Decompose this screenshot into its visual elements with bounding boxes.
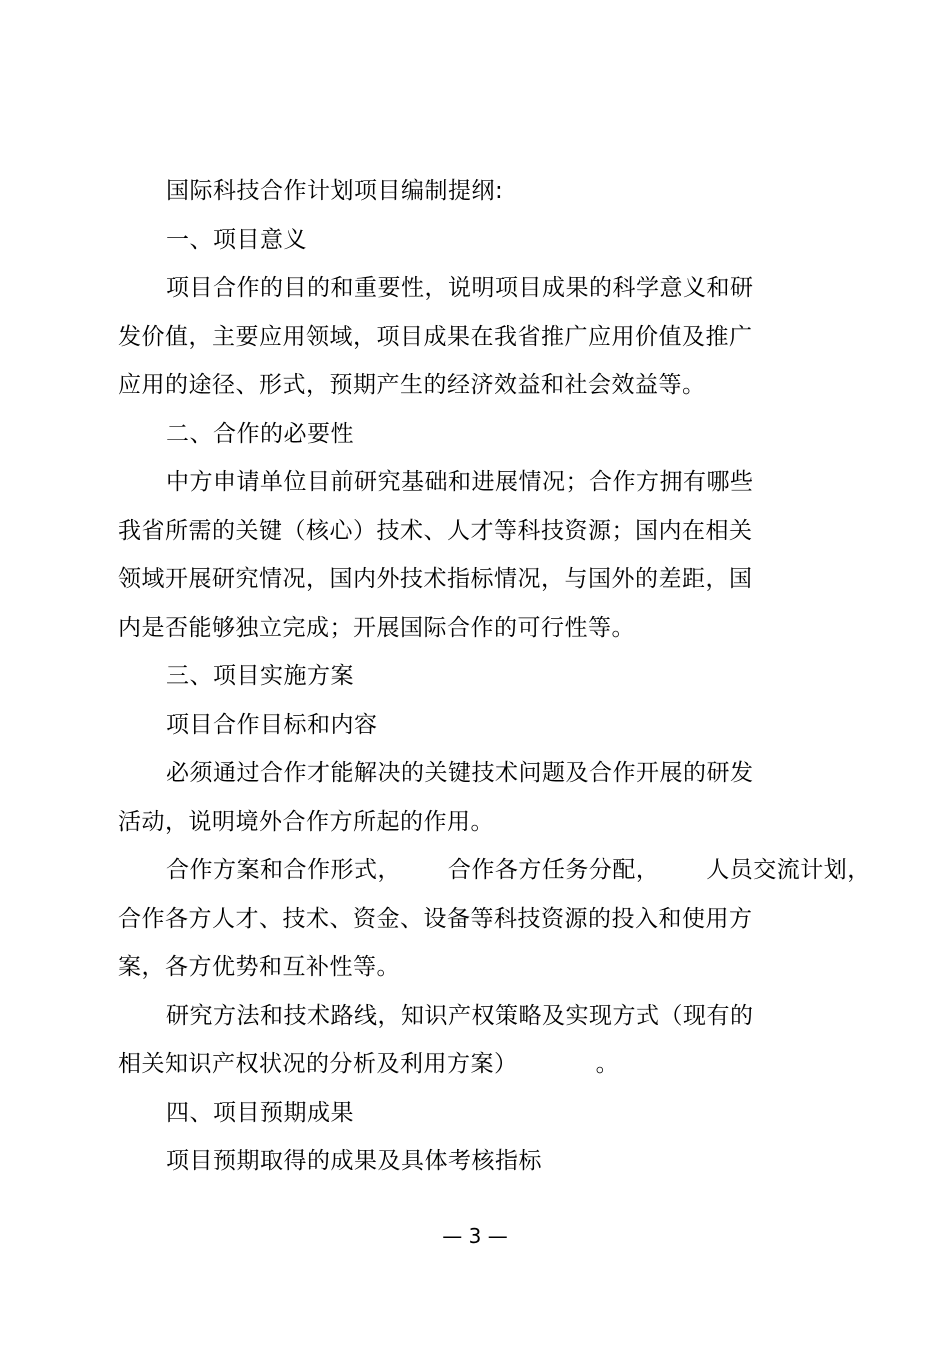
outline-title: 国际科技合作计划项目编制提纲: xyxy=(166,178,504,204)
paragraph-line: 研究方法和技术路线，知识产权策略及实现方式（现有的 xyxy=(166,1003,754,1029)
section-heading-3: 三、项目实施方案 xyxy=(166,663,354,689)
section-heading-2: 二、合作的必要性 xyxy=(166,421,354,447)
paragraph-line: 发价值，主要应用领域，项目成果在我省推广应用价值及推广 xyxy=(118,324,753,350)
paragraph-line: 合作各方人才、技术、资金、设备等科技资源的投入和使用方 xyxy=(118,906,753,932)
subsection-heading: 项目合作目标和内容 xyxy=(166,712,378,738)
section-heading-4: 四、项目预期成果 xyxy=(166,1100,354,1126)
paragraph-line: 必须通过合作才能解决的关键技术问题及合作开展的研发 xyxy=(166,760,754,786)
paragraph-line: 项目预期取得的成果及具体考核指标 xyxy=(166,1148,542,1174)
paragraph-line: 案，各方优势和互补性等。 xyxy=(118,954,400,980)
paragraph-line: 应用的途径、形式，预期产生的经济效益和社会效益等。 xyxy=(118,372,706,398)
paragraph-line: 中方申请单位目前研究基础和进展情况；合作方拥有哪些 xyxy=(166,469,754,495)
paragraph-line: 内是否能够独立完成；开展国际合作的可行性等。 xyxy=(118,615,635,641)
paragraph-line: 项目合作的目的和重要性，说明项目成果的科学意义和研 xyxy=(166,275,754,301)
section-heading-1: 一、项目意义 xyxy=(166,227,307,253)
paragraph-line: 领域开展研究情况，国内外技术指标情况，与国外的差距，国 xyxy=(118,566,753,592)
paragraph-line: 合作方案和合作形式， 合作各方任务分配， 人员交流计划， xyxy=(166,857,871,883)
page-number: — 3 — xyxy=(442,1224,508,1248)
paragraph-line: 活动，说明境外合作方所起的作用。 xyxy=(118,809,494,835)
paragraph-line: 我省所需的关键（核心）技术、人才等科技资源；国内在相关 xyxy=(118,518,753,544)
paragraph-line: 相关知识产权状况的分析及利用方案） 。 xyxy=(118,1051,620,1077)
